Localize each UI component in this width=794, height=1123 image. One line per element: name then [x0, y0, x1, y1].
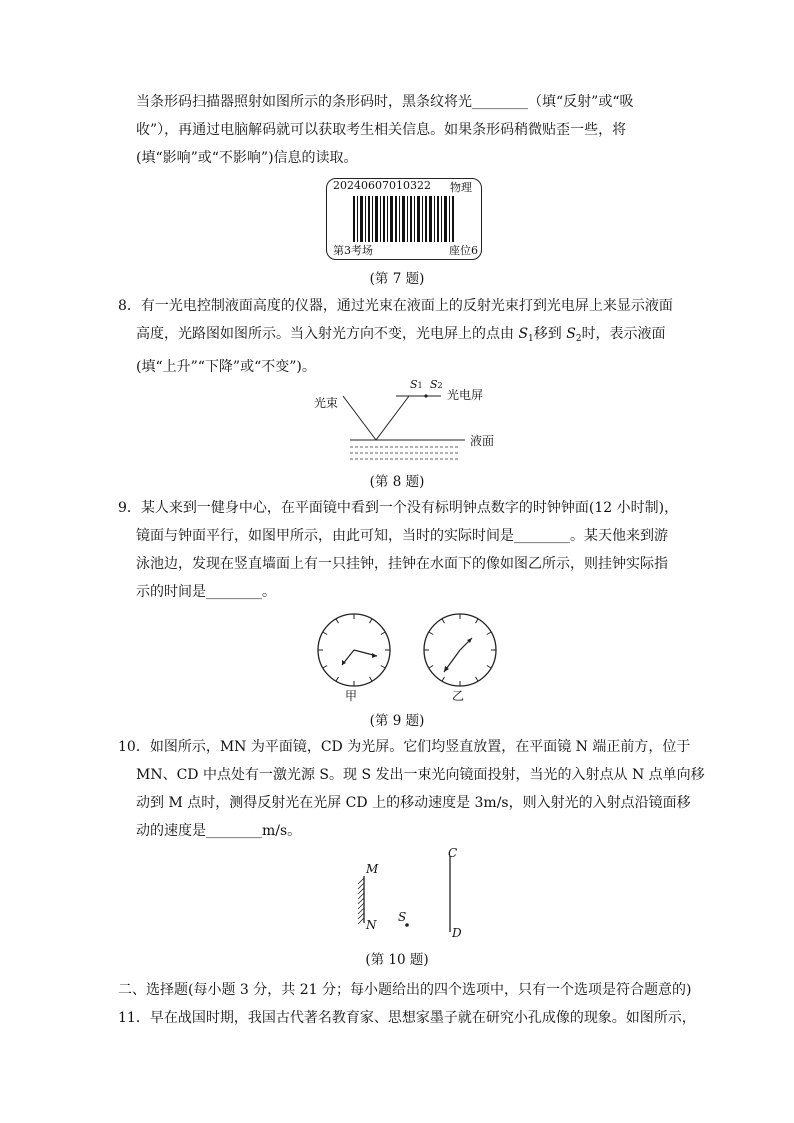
clock-tick: [476, 677, 479, 681]
label-d: D: [452, 926, 462, 940]
clock-tick: [370, 677, 373, 681]
q9-line-2: 镜面与钟面平行，如图甲所示，由此可知，当时的实际时间是________。某天他来到游: [136, 528, 668, 544]
label-n: N: [366, 918, 377, 932]
label-liquid: 液面: [470, 434, 495, 448]
section-2: [118, 976, 696, 1032]
clock-tick: [336, 677, 339, 681]
clock-a-label: 甲: [345, 689, 358, 703]
label-m: M: [366, 862, 379, 876]
clock-tick: [336, 619, 339, 623]
label-s1: S1: [410, 378, 423, 391]
q10-line-3: 动到 M 点时，测得反射光在光屏 CD 上的移动速度是 3m/s，则入射光的入射点沿镜面移: [136, 795, 691, 811]
question-9-text: [118, 494, 678, 606]
label-s: S: [398, 910, 407, 924]
q8-line-2: 高度，光路图如图所示。当入射光方向不变，光电屏上的点由 $S_1$移到 $S_2$时，表示液面: [136, 326, 666, 344]
q10-line-2: MN、CD 中点处有一激光源 S。现 S 发出一束光向镜面投射，当光的入射点从 N 点单向移: [136, 767, 705, 783]
q7-line-3: (填“影响”或“不影响”)信息的读取。: [136, 150, 358, 166]
clock-tick: [381, 632, 385, 635]
clock-tick: [323, 666, 327, 669]
q10-caption: (第 10 题): [365, 952, 429, 968]
label-c: C: [448, 846, 458, 860]
reflected-beam: [376, 396, 409, 440]
incident-beam: [343, 396, 376, 440]
q8-caption: (第 8 题): [369, 474, 425, 490]
point-s2: [424, 394, 427, 397]
q10-line-1: 10．如图所示，MN 为平面镜，CD 为光屏。它们均竖直放置，在平面镜 N 端正前方，位于: [118, 739, 691, 755]
barcode-seat: 座位6: [449, 244, 478, 257]
label-beam: 光束: [314, 396, 339, 410]
q8-line-1: 8．有一光电控制液面高度的仪器，通过光束在液面上的反射光束打到光电屏上来显示液面: [118, 298, 673, 314]
barcode-bars: [353, 196, 455, 242]
barcode-room: 第3考场: [333, 244, 373, 257]
q11-line-1: 11．早在战国时期，我国古代著名教育家、思想家墨子就在研究小孔成像的现象。如图所示，: [118, 1010, 696, 1026]
q10-line-4: 动的速度是________m/s。: [136, 823, 302, 839]
question-7-text: [118, 88, 678, 172]
q8-line-3: (填“上升”“下降”或“不变”)。: [136, 359, 316, 375]
q9-line-4: 示的时间是________。: [136, 584, 276, 600]
clock-tick: [370, 619, 373, 623]
clock-tick: [429, 632, 433, 635]
q9-caption: (第 9 题): [369, 713, 425, 729]
clock-a: [314, 610, 394, 690]
q9-line-1: 9．某人来到一健身中心，在平面镜中看到一个没有标明钟点数字的时钟钟面(12 小时制)，: [118, 500, 679, 516]
clock-b-label: 乙: [452, 689, 465, 703]
q7-line-2: 收”），再通过电脑解码就可以获取考生相关信息。如果条形码稍微贴歪一些，将: [136, 122, 627, 138]
clock-tick: [442, 677, 445, 681]
clock-tick: [442, 619, 445, 623]
q7-caption: (第 7 题): [369, 271, 425, 287]
clock-b: [420, 610, 500, 690]
label-screen: 光电屏: [447, 388, 484, 402]
clock-tick: [487, 666, 491, 669]
barcode-number: 20240607010322: [333, 179, 431, 192]
section-2-heading: 二、选择题(每小题 3 分，共 21 分；每小题给出的四个选项中，只有一个选项是符合题意的): [118, 982, 692, 998]
clock-tick: [381, 666, 385, 669]
q9-line-3: 泳池边，发现在竖直墙面上有一只挂钟，挂钟在水面下的像如图乙所示，则挂钟实际指: [136, 556, 668, 572]
barcode-subject: 物理: [450, 181, 472, 194]
barcode-label: [326, 178, 482, 260]
clock-tick: [429, 666, 433, 669]
label-s2: S2: [430, 378, 443, 391]
question-8-text: [118, 292, 678, 381]
clock-tick: [487, 632, 491, 635]
clock-tick: [476, 619, 479, 623]
q7-line-1: 当条形码扫描器照射如图所示的条形码时，黑条纹将光________（填“反射”或“吸: [136, 94, 634, 110]
question-10-text: [118, 733, 705, 845]
clock-tick: [323, 632, 327, 635]
